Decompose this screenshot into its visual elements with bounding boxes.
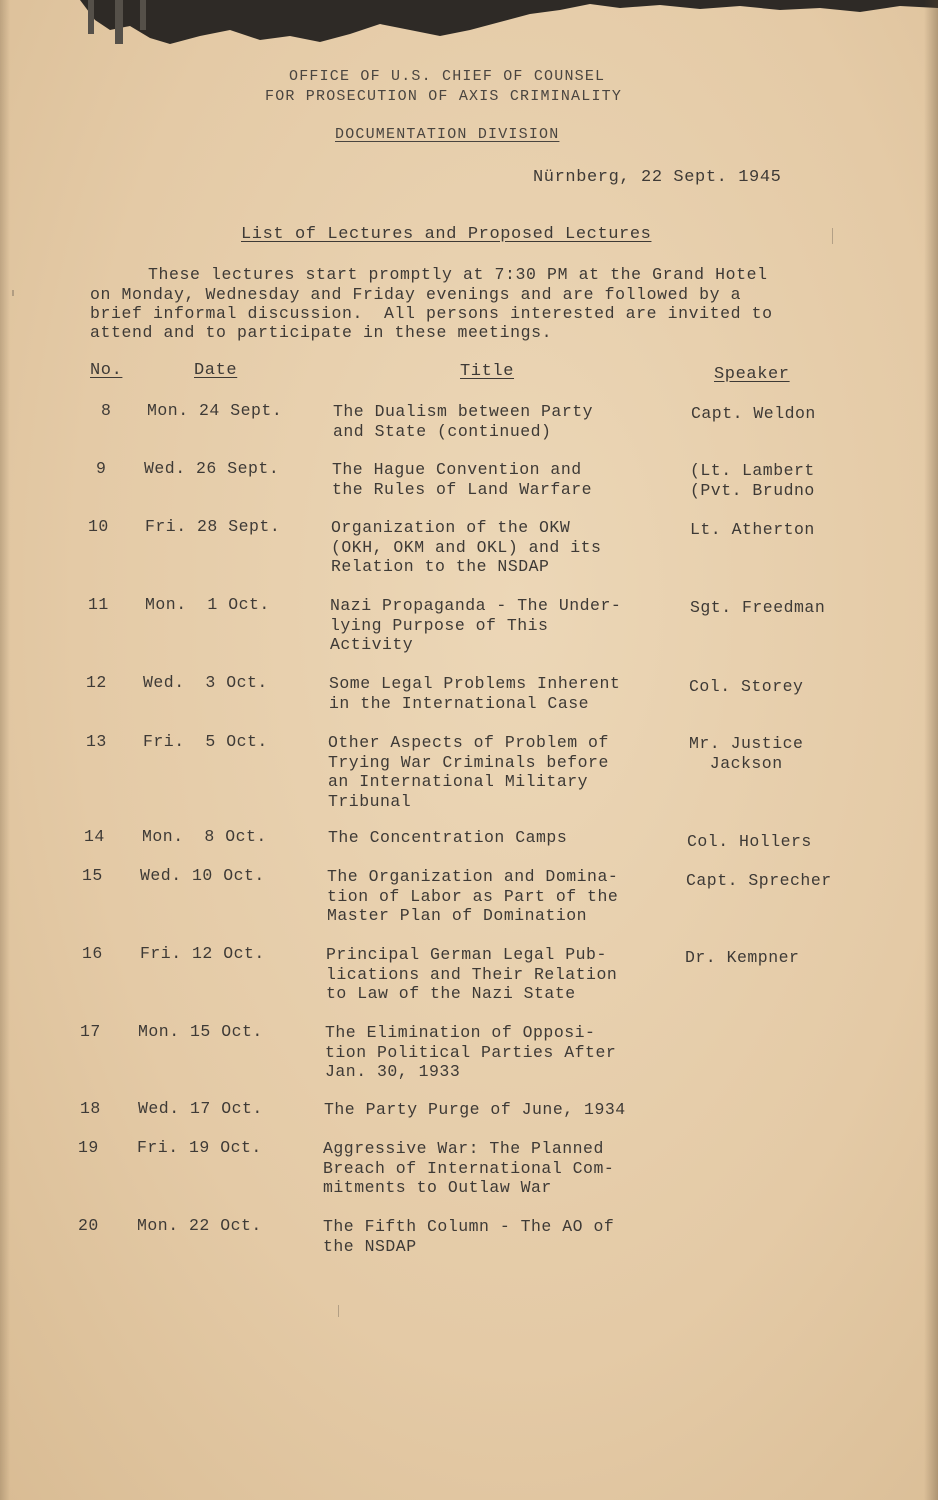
lecture-title: Some Legal Problems Inherent in the International Case (329, 674, 621, 713)
lecture-number: 18 (80, 1099, 101, 1118)
lecture-date: Wed. 3 Oct. (143, 673, 268, 692)
right-edge-shadow (924, 0, 938, 1500)
lecture-date: Wed. 10 Oct. (140, 866, 265, 885)
lecture-speaker: Capt. Weldon (691, 404, 816, 423)
lecture-number: 9 (96, 459, 107, 478)
lecture-date: Wed. 26 Sept. (144, 459, 280, 478)
lecture-number: 19 (78, 1138, 99, 1157)
lecture-number: 20 (78, 1216, 99, 1235)
lecture-speaker: (Lt. Lambert (Pvt. Brudno (690, 461, 815, 500)
lecture-title: The Fifth Column - The AO of the NSDAP (323, 1217, 615, 1256)
lecture-speaker: Col. Hollers (687, 832, 812, 851)
lecture-title: The Party Purge of June, 1934 (324, 1100, 626, 1119)
intro-line: on Monday, Wednesday and Friday evenings and are followed by a (90, 285, 742, 304)
lecture-title: The Organization and Domina- tion of Labor as Part of the Master Plan of Domination (327, 867, 619, 925)
column-header-title: Title (460, 362, 515, 381)
lecture-number: 10 (88, 517, 109, 536)
lecture-number: 16 (82, 944, 103, 963)
lecture-date: Fri. 19 Oct. (137, 1138, 262, 1157)
lecture-date: Fri. 28 Sept. (145, 517, 281, 536)
lecture-number: 14 (84, 827, 105, 846)
intro-line: attend and to participate in these meetings. (90, 323, 553, 342)
office-line-2: FOR PROSECUTION OF AXIS CRIMINALITY (265, 88, 623, 105)
lecture-title: Aggressive War: The Planned Breach of International Com- mitments to Outlaw War (323, 1139, 615, 1197)
lecture-number: 15 (82, 866, 103, 885)
lecture-title: The Concentration Camps (328, 828, 568, 847)
lecture-speaker: Col. Storey (689, 677, 804, 696)
office-line-1: OFFICE OF U.S. CHIEF OF COUNSEL (289, 68, 606, 85)
left-edge-shadow (0, 0, 10, 1500)
lecture-speaker: Mr. Justice Jackson (689, 734, 804, 773)
lecture-title: Organization of the OKW (OKH, OKM and OKL) and its Relation to the NSDAP (331, 518, 602, 576)
lecture-date: Fri. 5 Oct. (143, 732, 268, 751)
lecture-title: Nazi Propaganda - The Under- lying Purpose of This Activity (330, 596, 622, 654)
lecture-number: 8 (101, 401, 112, 420)
lecture-title: The Elimination of Opposi- tion Political Parties After Jan. 30, 1933 (325, 1023, 617, 1081)
division-title: DOCUMENTATION DIVISION (335, 126, 560, 143)
lecture-date: Mon. 15 Oct. (138, 1022, 263, 1041)
lecture-number: 13 (86, 732, 107, 751)
lecture-date: Mon. 24 Sept. (147, 401, 283, 420)
intro-line: These lectures start promptly at 7:30 PM at the Grand Hotel (148, 265, 768, 284)
lecture-date: Mon. 8 Oct. (142, 827, 267, 846)
document-title: List of Lectures and Proposed Lectures (241, 225, 652, 244)
lecture-speaker: Capt. Sprecher (686, 871, 832, 890)
lecture-title: The Hague Convention and the Rules of Land Warfare (332, 460, 593, 499)
column-header-no: No. (90, 361, 123, 380)
paper-mark (832, 228, 833, 244)
torn-top-edge (0, 0, 938, 60)
lecture-speaker: Lt. Atherton (690, 520, 815, 539)
column-header-date: Date (194, 361, 238, 380)
place-date: Nürnberg, 22 Sept. 1945 (533, 168, 782, 187)
lecture-number: 17 (80, 1022, 101, 1041)
column-header-speaker: Speaker (714, 365, 790, 384)
paper-mark (338, 1305, 339, 1317)
lecture-number: 11 (88, 595, 109, 614)
lecture-title: Other Aspects of Problem of Trying War Criminals before an International Military Tribunal (328, 733, 609, 811)
lecture-title: The Dualism between Party and State (continued) (333, 402, 594, 441)
lecture-speaker: Sgt. Freedman (690, 598, 826, 617)
lecture-date: Fri. 12 Oct. (140, 944, 265, 963)
lecture-speaker: Dr. Kempner (685, 948, 800, 967)
paper-mark (12, 290, 14, 296)
lecture-title: Principal German Legal Pub- lications and Their Relation to Law of the Nazi State (326, 945, 618, 1003)
intro-line: brief informal discussion. All persons interested are invited to (90, 304, 773, 323)
lecture-number: 12 (86, 673, 107, 692)
lecture-date: Mon. 22 Oct. (137, 1216, 262, 1235)
lecture-date: Mon. 1 Oct. (145, 595, 270, 614)
lecture-date: Wed. 17 Oct. (138, 1099, 263, 1118)
